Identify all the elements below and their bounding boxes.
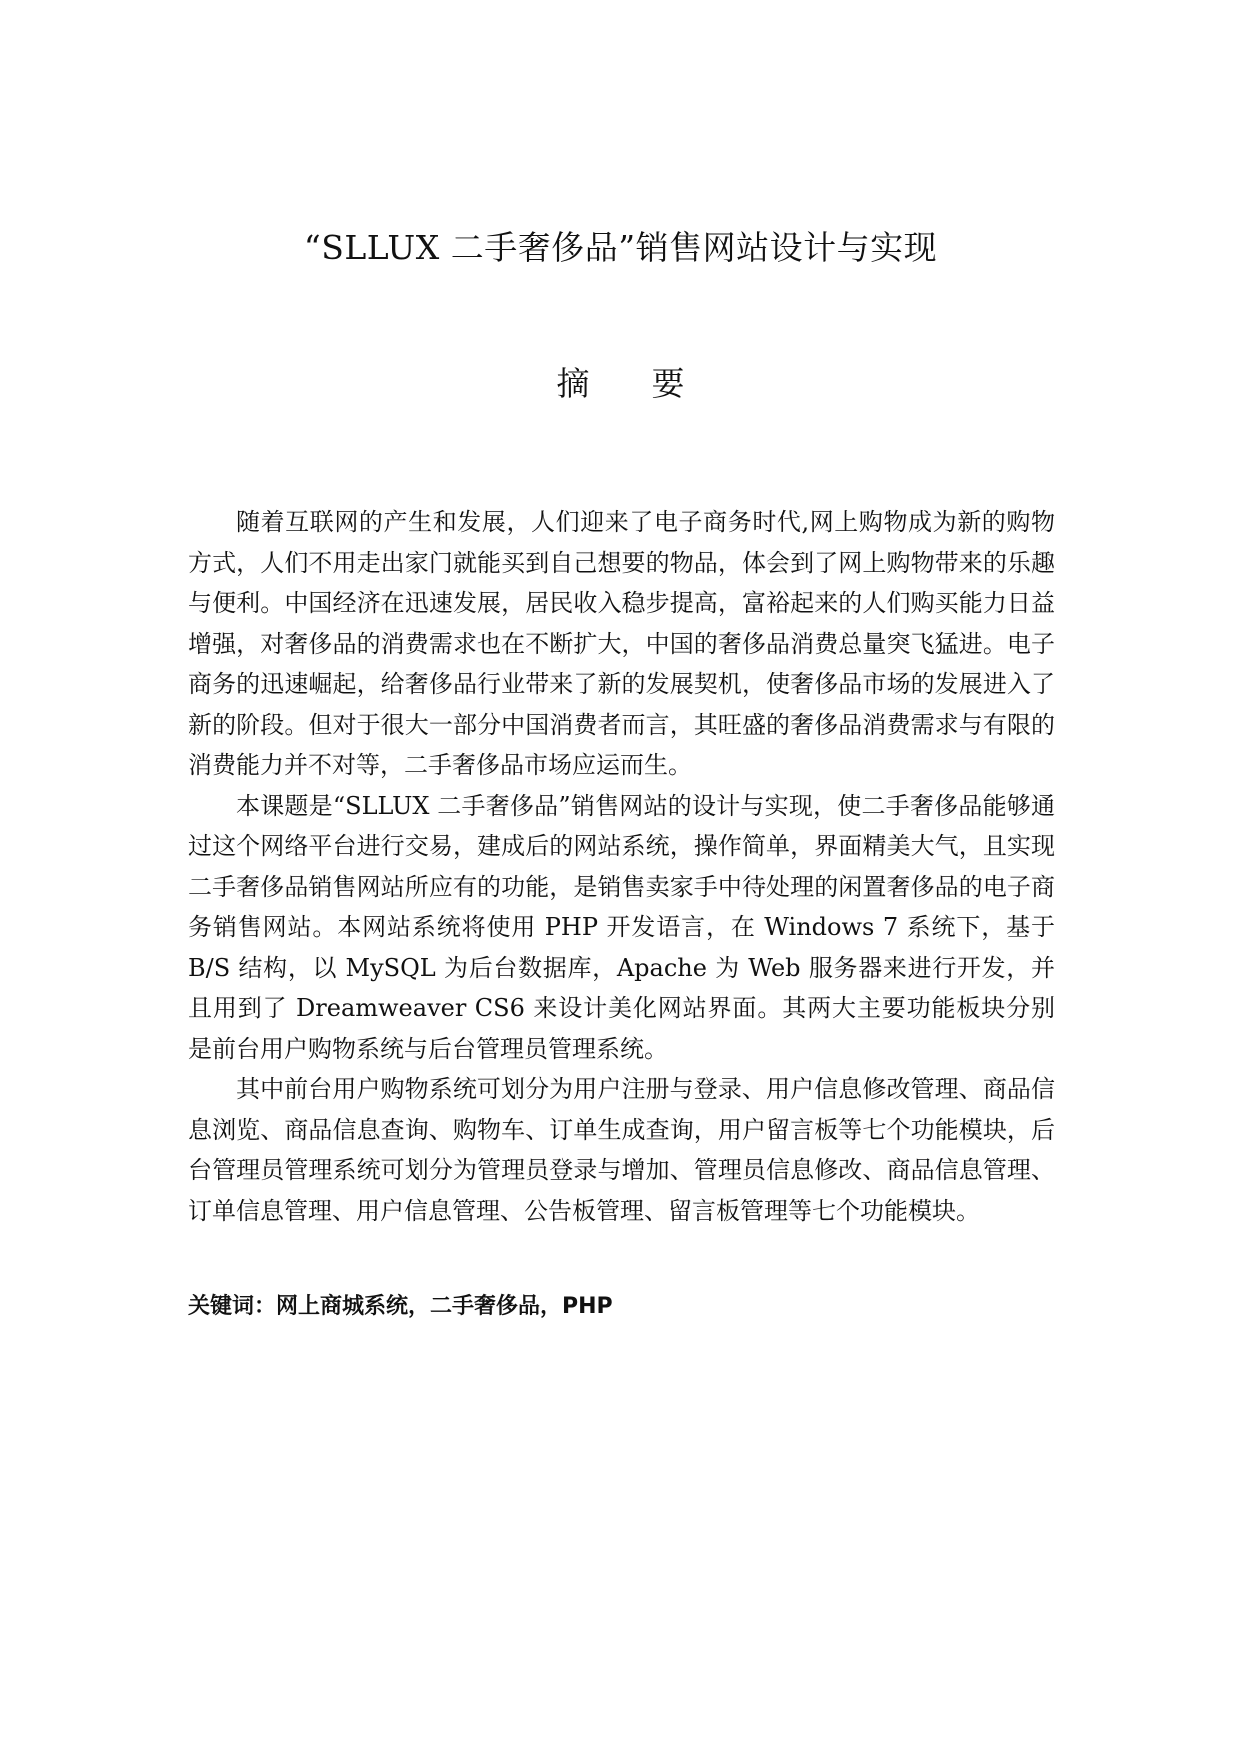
paper-title: “SLLUX 二手奢侈品”销售网站设计与实现	[303, 228, 938, 267]
abstract-body	[188, 502, 1055, 1231]
keywords-line: 关键词：网上商城系统，二手奢侈品，PHP	[188, 1294, 613, 1319]
abstract-paragraph-1: 随着互联网的产生和发展，人们迎来了电子商务时代,网上购物成为新的购物方式，人们不用走出家门就能买到自己想要的物品，体会到了网上购物带来的乐趣与便利。中国经济在迅速发展，居民收入稳步提高，富裕起来的人们购买能力日益增强，对奢侈品的消费需求也在不断扩大，中国的奢侈品消费总量突飞猛进。电子商务的迅速崛起，给奢侈品行业带来了新的发展契机，使奢侈品市场的发展进入了新的阶段。但对于很大一部分中国消费者而言，其旺盛的奢侈品消费需求与有限的消费能力并不对等，二手奢侈品市场应运而生。	[188, 508, 1055, 779]
abstract-heading-char-1: 摘	[556, 364, 590, 403]
abstract-heading-char-2: 要	[651, 364, 685, 403]
abstract-paragraph-3: 其中前台用户购物系统可划分为用户注册与登录、用户信息修改管理、商品信息浏览、商品信息查询、购物车、订单生成查询，用户留言板等七个功能模块，后台管理员管理系统可划分为管理员登录与增加、管理员信息修改、商品信息管理、订单信息管理、用户信息管理、公告板管理、留言板管理等七个功能模块。	[188, 1075, 1055, 1225]
abstract-heading	[0, 364, 1241, 404]
abstract-paragraph-2: 本课题是“SLLUX 二手奢侈品”销售网站的设计与实现，使二手奢侈品能够通过这个网络平台进行交易，建成后的网站系统，操作简单，界面精美大气，且实现二手奢侈品销售网站所应有的功能，是销售卖家手中待处理的闲置奢侈品的电子商务销售网站。本网站系统将使用 PHP 开发语言，在 Windows 7 系统下，基于 B/S 结构，以 MySQL 为后台数据库，Apache 为 Web 服务器来进行开发，并且用到了 Dreamweaver CS6 来设计美化网站界面。其两大主要功能板块分别是前台用户购物系统与后台管理员管理系统。	[188, 791, 1055, 1063]
